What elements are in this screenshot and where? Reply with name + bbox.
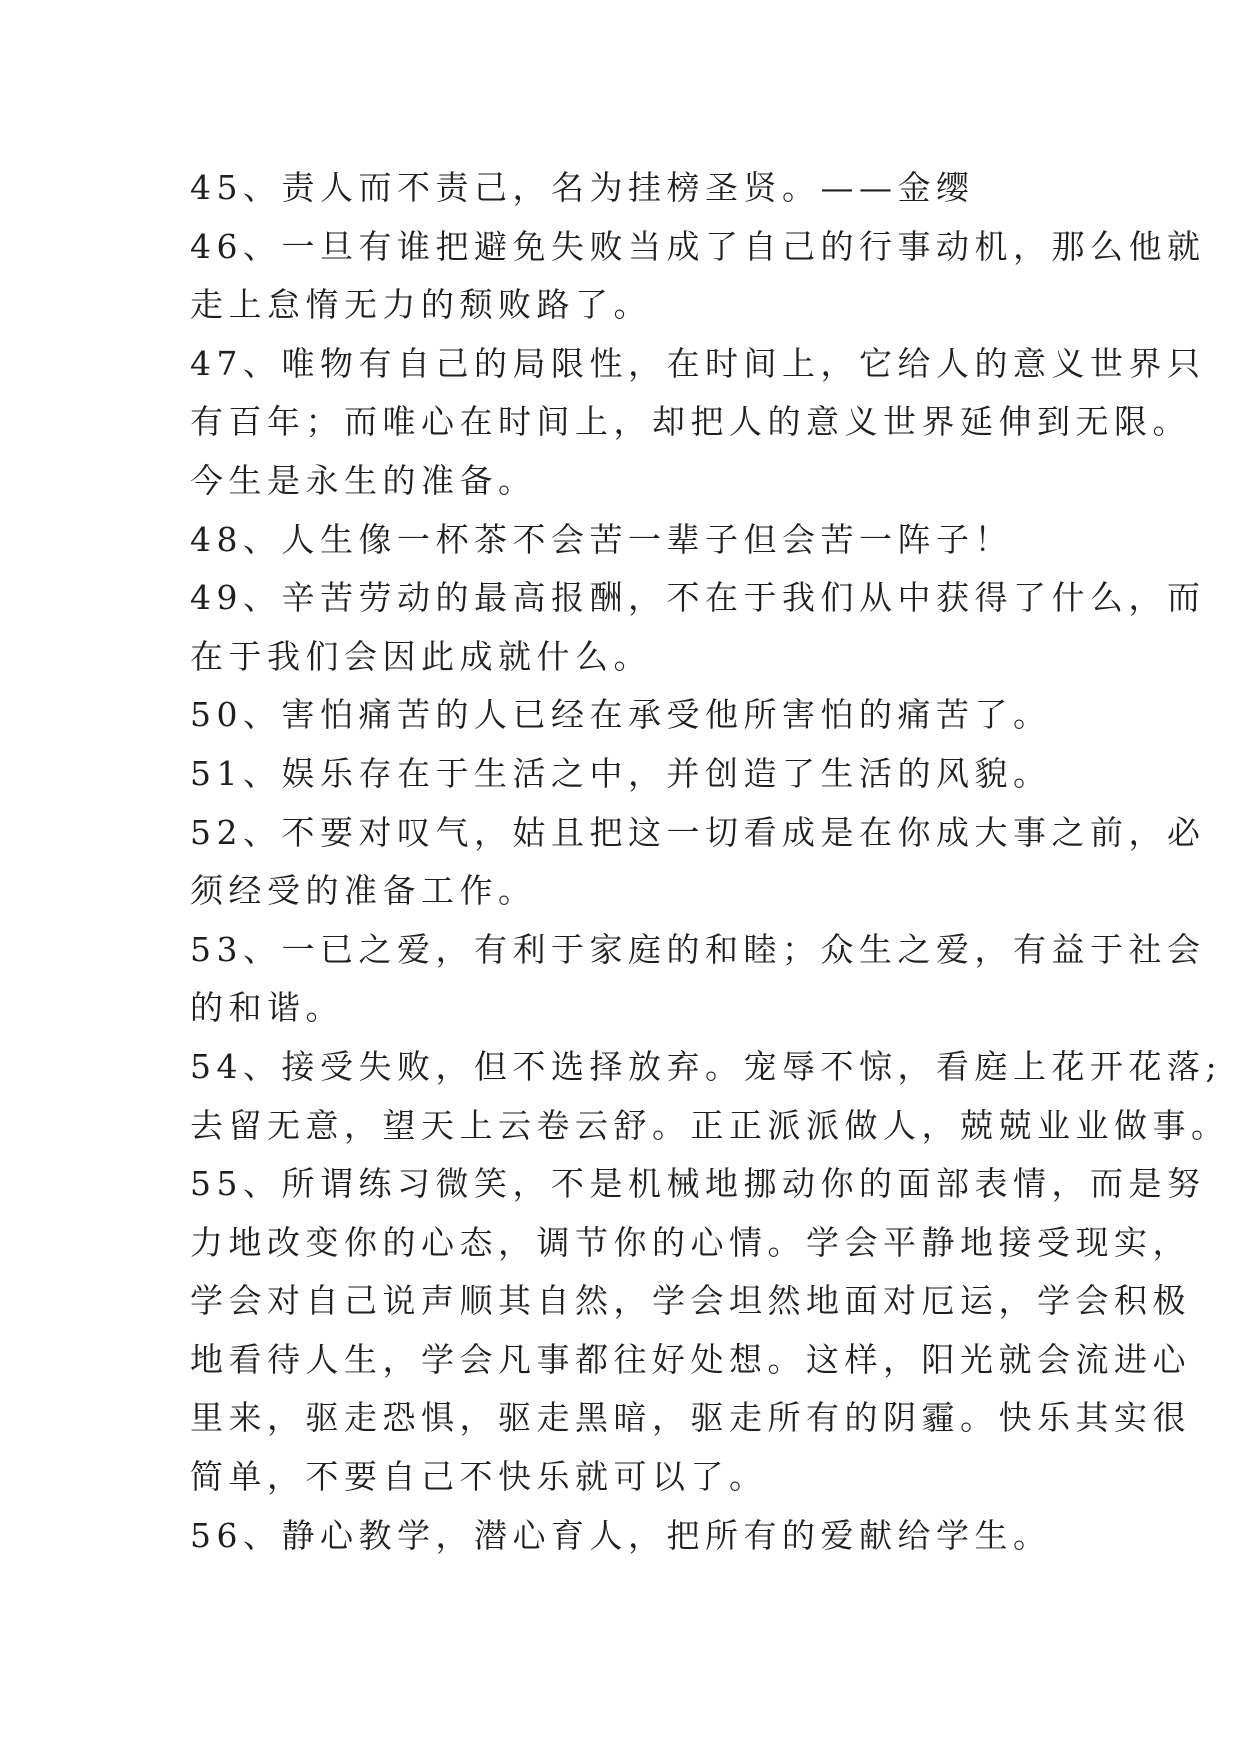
text-line: 须经受的准备工作。 (190, 871, 537, 911)
text-line: 56、静心教学，潜心育人，把所有的爱献给学生。 (190, 1515, 1052, 1555)
text-line: 在于我们会因此成就什么。 (190, 636, 652, 676)
text-line: 走上怠惰无力的颓败路了。 (190, 285, 652, 325)
text-line: 45、责人而不责己，名为挂榜圣贤。——金缨 (190, 168, 975, 207)
text-line: 有百年；而唯心在时间上，却把人的意义世界延伸到无限。 (190, 402, 1191, 442)
text-line: 55、所谓练习微笑，不是机械地挪动你的面部表情，而是努 (190, 1164, 1206, 1204)
text-line: 简单，不要自己不快乐就可以了。 (190, 1457, 768, 1497)
text-line: 53、一已之爱，有利于家庭的和睦；众生之爱，有益于社会 (190, 929, 1206, 969)
text-line: 52、不要对叹气，姑且把这一切看成是在你成大事之前，必 (190, 812, 1206, 852)
text-line: 48、人生像一杯茶不会苦一辈子但会苦一阵子！ (190, 519, 1013, 559)
text-line: 46、一旦有谁把避免失败当成了自己的行事动机，那么他就 (190, 226, 1206, 266)
text-line: 的和谐。 (190, 988, 344, 1028)
text-line: 50、害怕痛苦的人已经在承受他所害怕的痛苦了。 (190, 695, 1052, 735)
text-line: 54、接受失败，但不选择放弃。宠辱不惊，看庭上花开花落; (190, 1046, 1223, 1086)
text-line: 力地改变你的心态，调节你的心情。学会平静地接受现实， (190, 1222, 1191, 1262)
text-line: 51、娱乐存在于生活之中，并创造了生活的风貌。 (190, 753, 1052, 793)
text-line: 学会对自己说声顺其自然，学会坦然地面对厄运，学会积极 (190, 1281, 1191, 1321)
text-line: 里来，驱走恐惧，驱走黑暗，驱走所有的阴霾。快乐其实很 (190, 1398, 1191, 1438)
text-line: 47、唯物有自己的局限性，在时间上，它给人的意义世界只 (190, 343, 1206, 383)
text-line: 49、辛苦劳动的最高报酬，不在于我们从中获得了什么，而 (190, 578, 1206, 618)
text-line: 今生是永生的准备。 (190, 460, 537, 500)
text-line: 去留无意，望天上云卷云舒。正正派派做人，兢兢业业做事。 (190, 1105, 1230, 1145)
document-body (190, 159, 1230, 1565)
text-line: 地看待人生，学会凡事都往好处想。这样，阳光就会流进心 (190, 1339, 1191, 1379)
